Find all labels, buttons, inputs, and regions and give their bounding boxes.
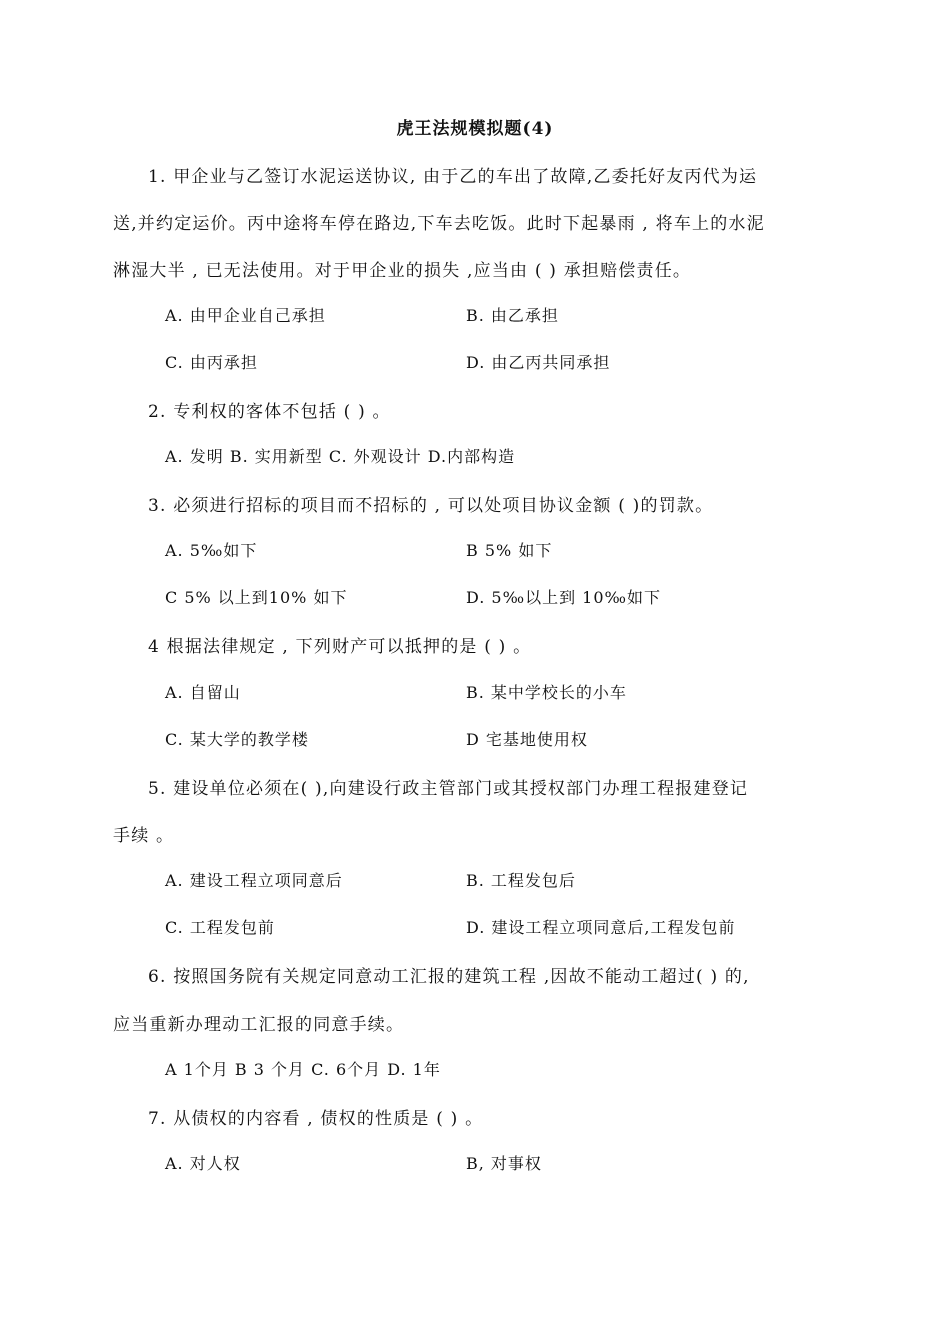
question-4-option-b: B. 某中学校长的小车 (466, 683, 627, 702)
question-1-option-a: A. 由甲企业自己承担 (165, 306, 326, 325)
page-title: 虎王法规模拟题(4) (396, 119, 554, 139)
question-4-option-d: D 宅基地使用权 (466, 730, 588, 749)
question-1-option-b: B. 由乙承担 (466, 306, 559, 325)
question-6-line-2: 应当重新办理动工汇报的同意手续。 (113, 1015, 405, 1035)
question-1-option-d: D. 由乙丙共同承担 (466, 353, 611, 372)
question-7-line-1: 7. 从债权的内容看 , 债权的性质是 ( ) 。 (148, 1109, 484, 1129)
question-6-options: A 1个月 B 3 个月 C. 6个月 D. 1年 (165, 1060, 441, 1079)
question-2-line-1: 2. 专利权的客体不包括 ( ) 。 (148, 402, 391, 422)
question-3-line-1: 3. 必须进行招标的项目而不招标的 , 可以处项目协议金额 ( )的罚款。 (148, 496, 714, 516)
question-3-option-c: C 5% 以上到10% 如下 (165, 588, 348, 607)
question-1-line-3: 淋湿大半 , 已无法使用。对于甲企业的损失 ,应当由 ( ) 承担赔偿责任。 (113, 261, 692, 281)
question-5-option-b: B. 工程发包后 (466, 871, 576, 890)
question-5-option-d: D. 建设工程立项同意后,工程发包前 (466, 918, 736, 937)
question-1-line-2: 送,并约定运价。丙中途将车停在路边,下车去吃饭。此时下起暴雨 , 将车上的水泥 (113, 214, 765, 234)
question-2-options: A. 发明 B. 实用新型 C. 外观设计 D.内部构造 (165, 447, 516, 466)
question-3-option-a: A. 5‰如下 (165, 541, 258, 560)
question-5-option-a: A. 建设工程立项同意后 (165, 871, 343, 890)
question-1-option-c: C. 由丙承担 (165, 353, 258, 372)
question-3-option-d: D. 5‰以上到 10‰如下 (466, 588, 661, 607)
question-4-line-1: 4 根据法律规定 , 下列财产可以抵押的是 ( ) 。 (148, 637, 532, 657)
question-1-line-1: 1. 甲企业与乙签订水泥运送协议, 由于乙的车出了故障,乙委托好友丙代为运 (148, 167, 758, 187)
question-6-line-1: 6. 按照国务院有关规定同意动工汇报的建筑工程 ,因故不能动工超过( ) 的, (148, 967, 750, 987)
question-7-option-a: A. 对人权 (165, 1154, 241, 1173)
question-5-line-1: 5. 建设单位必须在( ),向建设行政主管部门或其授权部门办理工程报建登记 (148, 779, 749, 799)
question-4-option-a: A. 自留山 (165, 683, 241, 702)
question-5-option-c: C. 工程发包前 (165, 918, 275, 937)
question-4-option-c: C. 某大学的教学楼 (165, 730, 309, 749)
question-7-option-b: B, 对事权 (466, 1154, 542, 1173)
question-3-option-b: B 5% 如下 (466, 541, 553, 560)
question-5-line-2: 手续 。 (113, 826, 175, 846)
